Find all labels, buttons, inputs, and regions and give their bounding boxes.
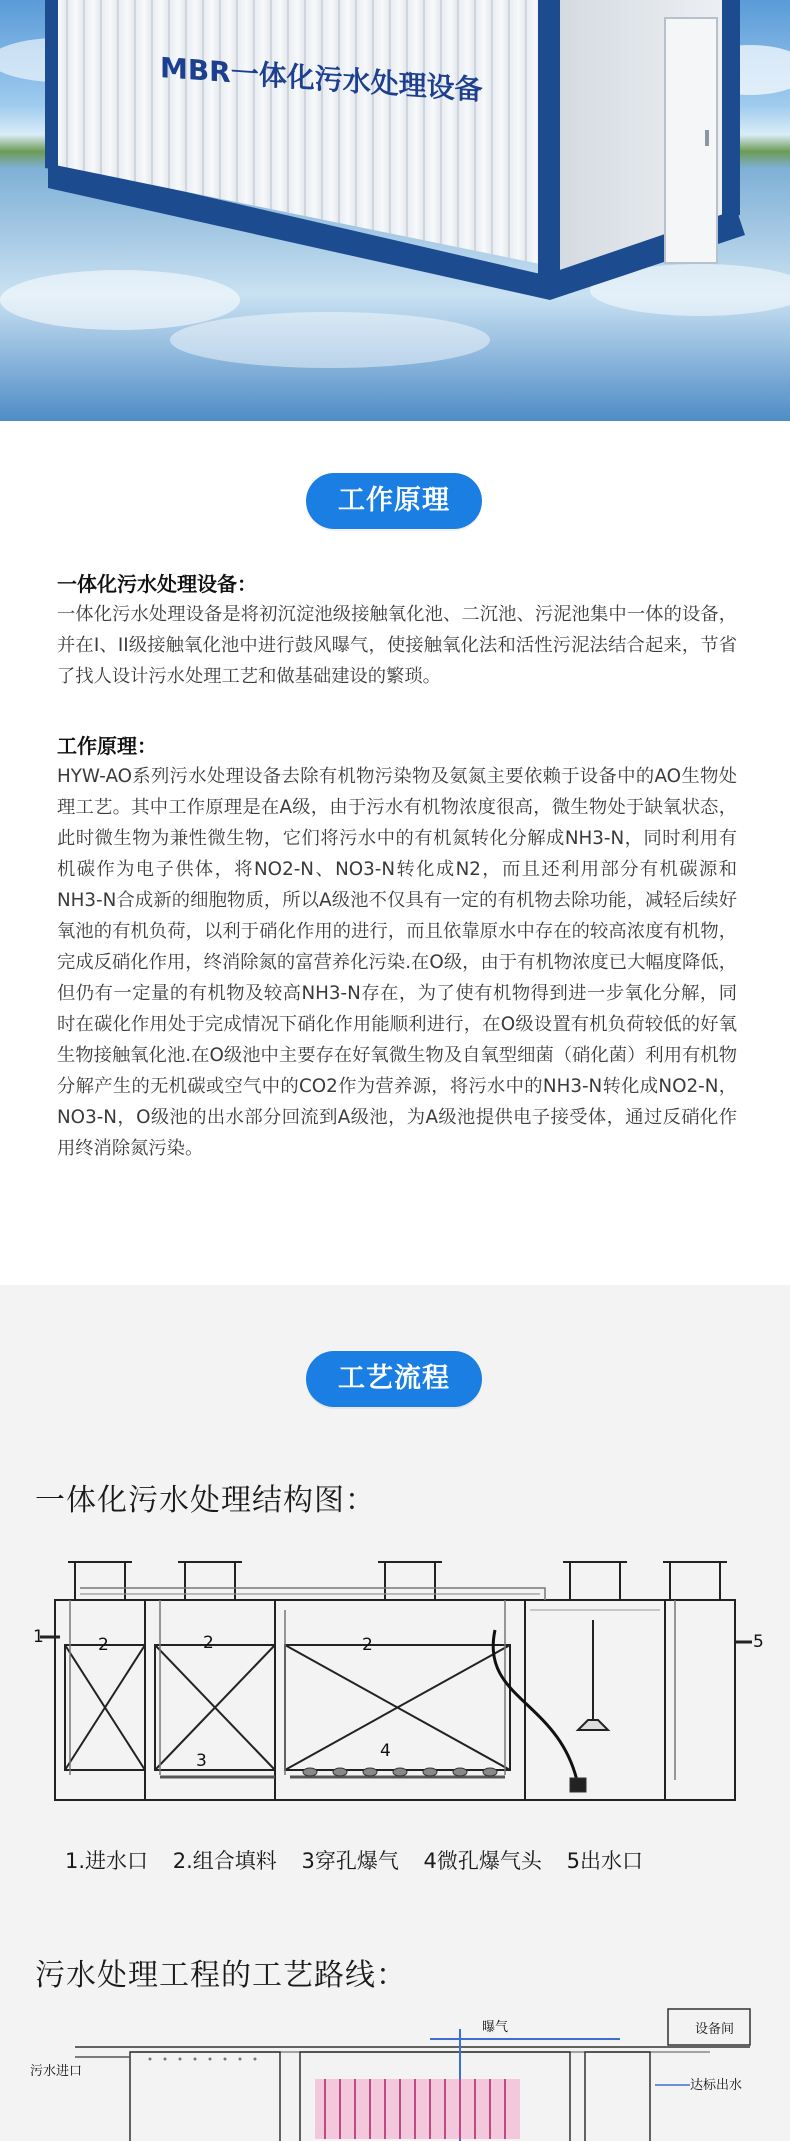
principle-title: 工作原理： <box>57 734 157 758</box>
equipment-label: MBR一体化污水处理设备 <box>160 51 483 107</box>
structure-legend <box>65 1845 661 1875</box>
working-principle-badge: 工作原理 <box>306 473 482 529</box>
working-principle-section <box>0 421 790 1285</box>
structure-diagram-title: 一体化污水处理结构图： <box>35 1483 376 1518</box>
intro-title: 一体化污水处理设备： <box>57 572 257 596</box>
diagram-label-2b: 2 <box>203 1633 214 1653</box>
structure-diagram <box>0 1550 790 1830</box>
diagram-label-1: 1 <box>33 1627 44 1647</box>
legend-item: 1.进水口 <box>65 1849 149 1873</box>
process-flow-section <box>0 1285 790 2141</box>
diagram-label-3: 3 <box>196 1751 207 1771</box>
legend-item: 4微孔爆气头 <box>423 1849 542 1873</box>
diagram-label-4: 4 <box>380 1741 391 1761</box>
legend-item: 2.组合填料 <box>172 1849 277 1873</box>
legend-item: 5出水口 <box>566 1849 643 1873</box>
route-label-aeration: 曝气 <box>482 2020 509 2035</box>
process-route-diagram <box>0 1997 790 2141</box>
intro-block <box>57 569 737 692</box>
principle-text: HYW-AO系列污水处理设备去除有机物污染物及氨氮主要依赖于设备中的AO生物处理工艺。其中工作原理是在A级，由于污水有机物浓度很高，微生物处于缺氧状态，此时微生物为兼性微生物，它们将污水中的有机氮转化分解成NH3-N，同时利用有机碳作为电子供体，将NO2-N、NO3-N转化成N2，而且还利用部分有机碳源和NH3-N合成新的细胞物质，所以A级池不仅具有一定的有机物去除功能，减轻后续好氧池的有机负荷，以利于硝化作用的进行，而且依靠原水中存在的较高浓度有机物，完成反硝化作用，终消除氮的富营养化污染.在O级，由于有机物浓度已大幅度降低，但仍有一定量的有机物及较高NH3-N存在，为了使有机物得到进一步氧化分解，同时在碳化作用处于完成情况下硝化作用能顺利进行，在O级设置有机负荷较低的好氧生物接触氧化池.在O级池中主要存在好氧微生物及自氧型细菌（硝化菌）利用有机物分解产生的无机碳或空气中的CO2作为营养源，将污水中的NH3-N转化成NO2-N，NO3-N，O级池的出水部分回流到A级池，为A级池提供电子接受体，通过反硝化作用终消除氮污染。 <box>57 766 737 1159</box>
process-route-title: 污水处理工程的工艺路线： <box>35 1958 407 1993</box>
hero-product-image <box>0 0 790 421</box>
process-flow-badge: 工艺流程 <box>306 1351 482 1407</box>
route-label-outlet: 达标出水 <box>690 2078 743 2093</box>
diagram-label-5: 5 <box>753 1632 764 1652</box>
route-label-equipment-room: 设备间 <box>695 2022 735 2037</box>
diagram-label-2a: 2 <box>98 1635 109 1655</box>
intro-text: 一体化污水处理设备是将初沉淀池级接触氧化池、二沉池、污泥池集中一体的设备，并在I、II级接触氧化池中进行鼓风曝气，使接触氧化法和活性污泥法结合起来，节省了找人设计污水处理工艺和做基础建设的繁琐。 <box>57 604 737 687</box>
principle-block <box>57 731 737 1164</box>
route-label-inlet: 污水进口 <box>30 2064 83 2079</box>
diagram-label-2c: 2 <box>362 1635 373 1655</box>
mbr-equipment-illustration <box>0 0 790 421</box>
legend-item: 3穿孔爆气 <box>301 1849 399 1873</box>
